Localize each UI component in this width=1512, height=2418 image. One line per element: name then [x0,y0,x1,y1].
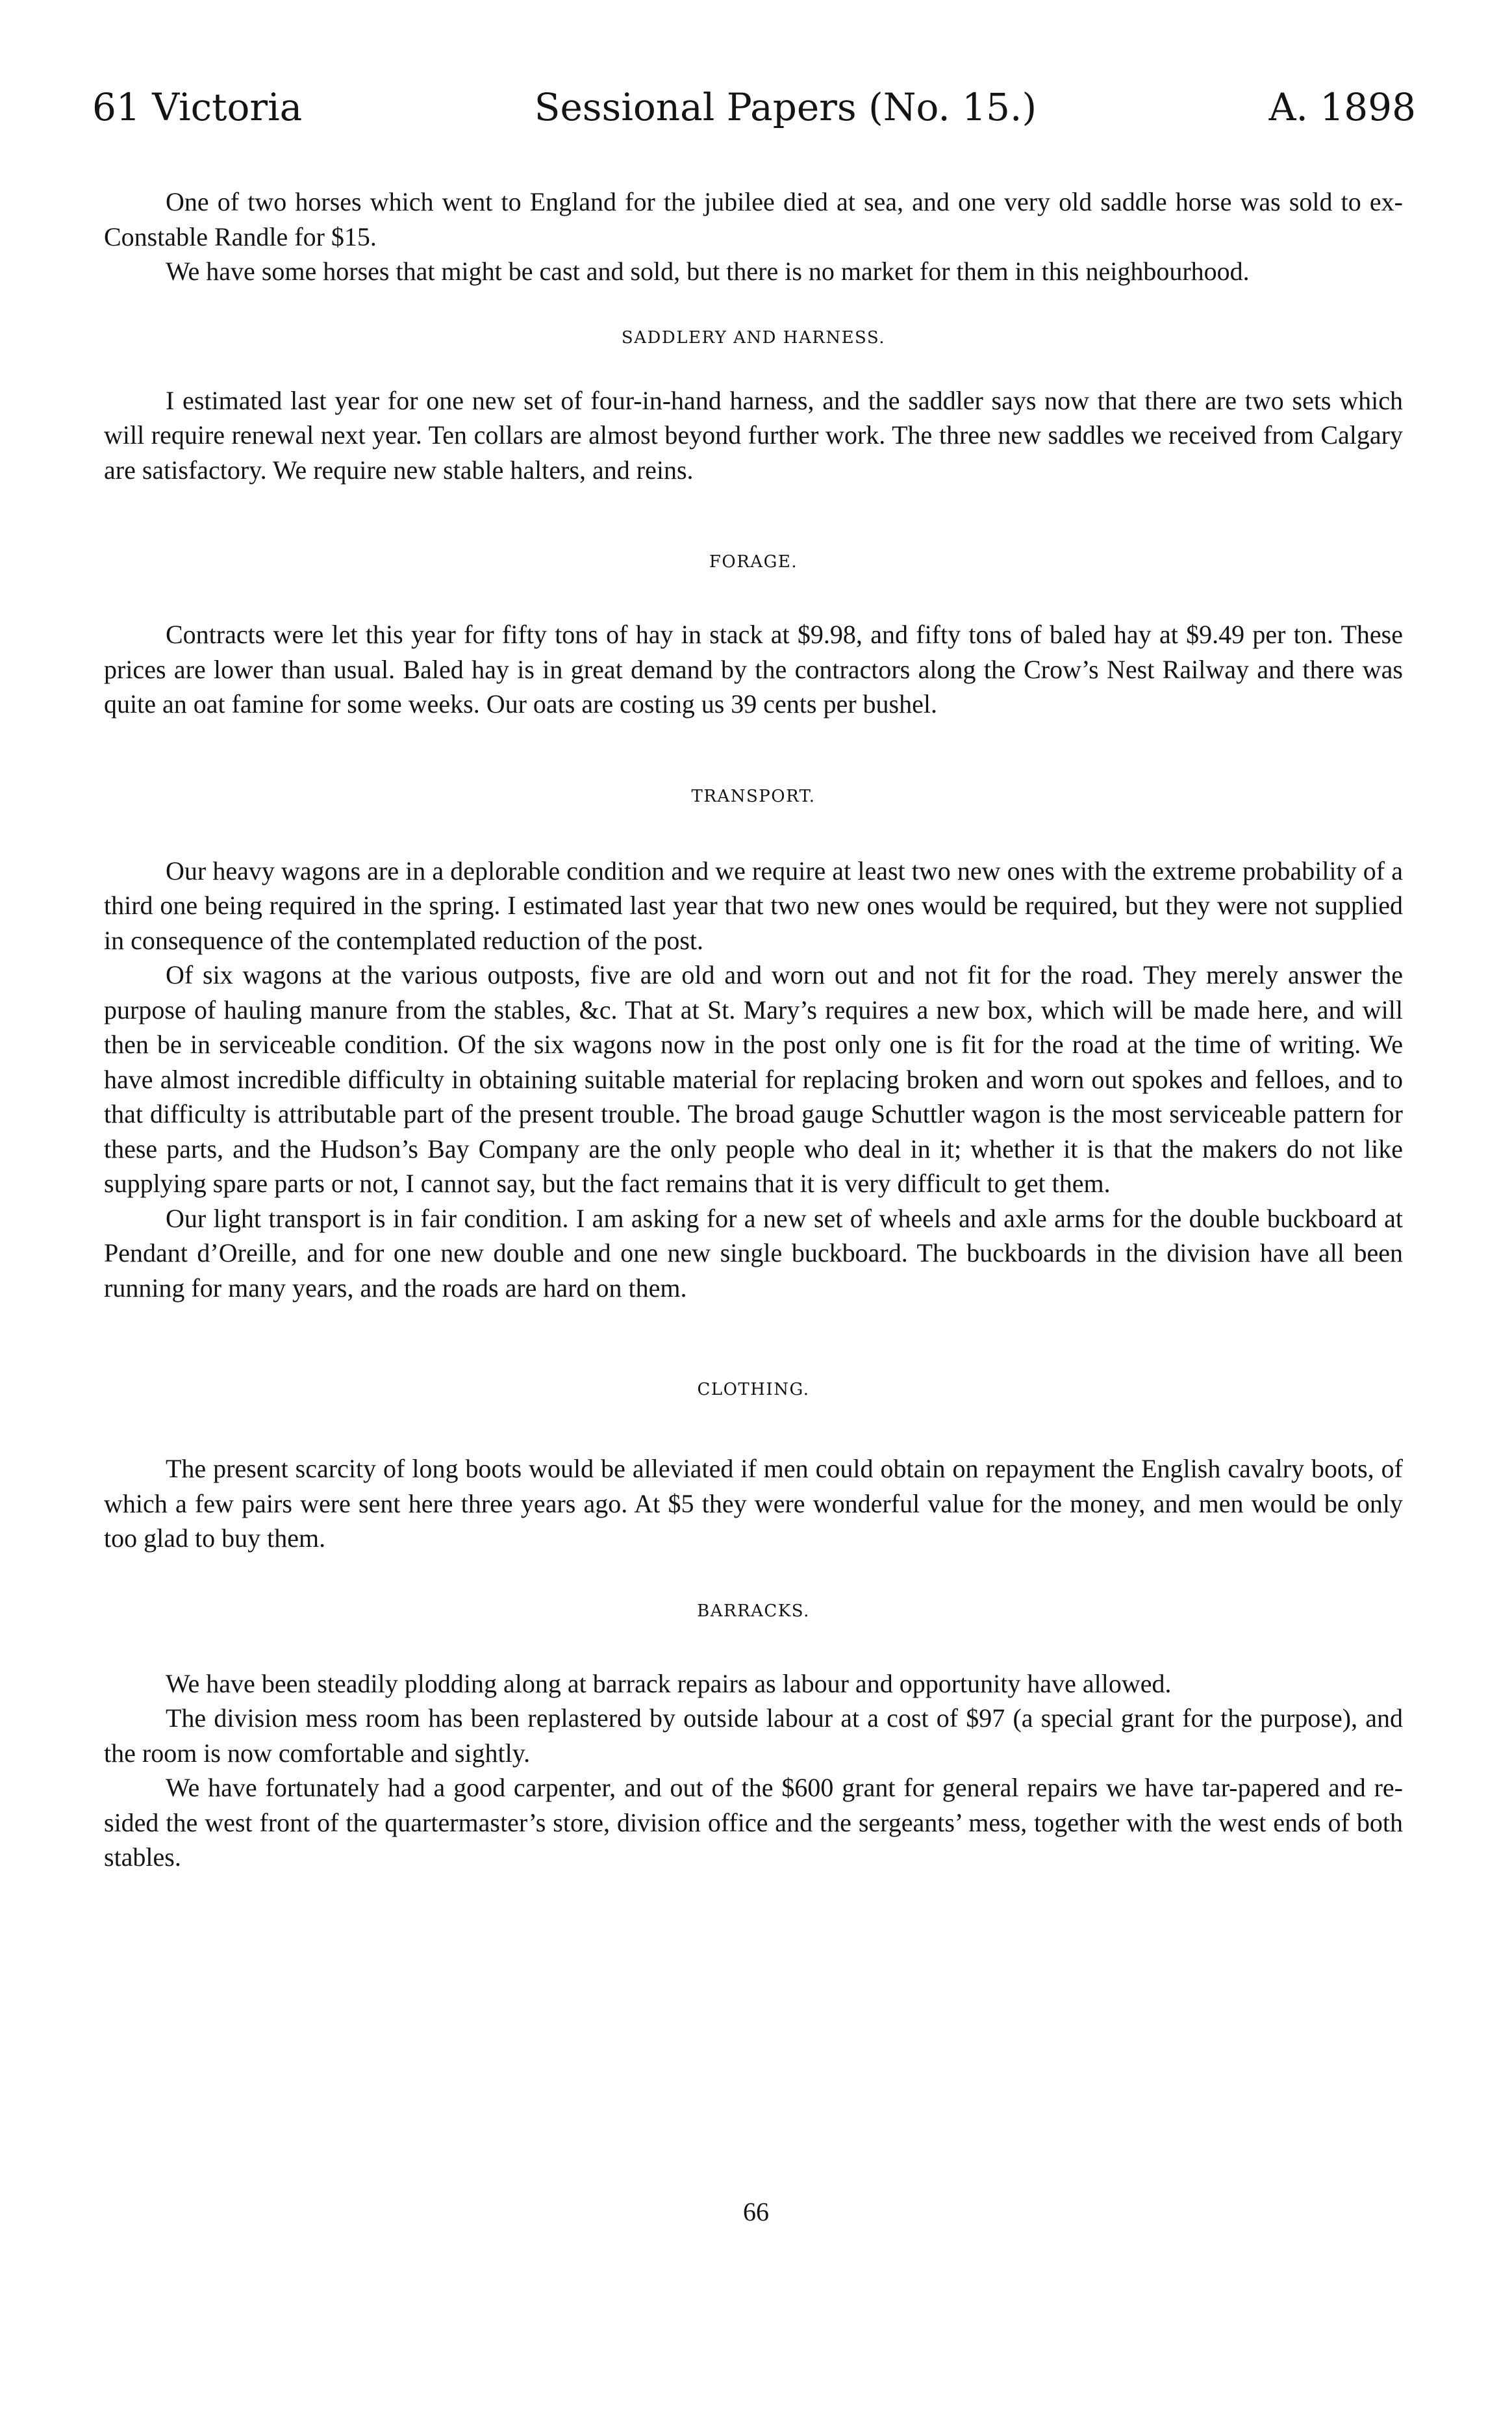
paragraph: Of six wagons at the various outposts, five are old and worn out and not fit for the road. They merely answer the purpose of hauling manure from the stables, &c. That at St. Mary’s requires a new box, which will be made here, and will then be in serviceable condition. Of the six wagons now in the post only one is fit for the road at the time of writing. We have almost incredible difficulty in obtaining suitable material for replacing broken and worn out spokes and felloes, and to that difficulty is attributable part of the present trouble. The broad gauge Schuttler wagon is the most serviceable pattern for these parts, and the Hudson’s Bay Company are the only people who deal in it; whether it is that the makers do not like supplying spare parts or not, I cannot say, but the fact remains that it is very difficult to get them. [104,960,1403,1198]
paragraph: I estimated last year for one new set of four-in-hand harness, and the saddler says now that there are two sets which will require renewal next year. Ten collars are almost beyond further work. The three new saddles we received from Calgary are satisfactory. We require new stable halters, and reins. [104,385,1403,485]
header-year: A. 1898 [1268,85,1416,129]
running-header [92,84,1416,130]
header-title: Sessional Papers (No. 15.) [534,85,1037,129]
page-number: 66 [743,2197,769,2226]
section-heading: CLOTHING. [697,1380,810,1399]
section-barracks [104,1598,1403,1875]
page-body [104,185,1403,1875]
document-page [92,84,1416,1875]
header-volume: 61 Victoria [92,85,303,129]
section-heading: TRANSPORT. [691,786,816,806]
section-transport [104,783,1403,1306]
paragraph: We have been steadily plodding along at barrack repairs as labour and opportunity have allowed. [166,1668,1172,1698]
paragraph: Our heavy wagons are in a deplorable condition and we require at least two new ones with the extreme probability of a third one being required in the spring. I estimated last year that two new ones would be required, but they were not supplied in consequence of the contemplated reduction of the post. [104,856,1403,955]
paragraph: Our light transport is in fair condition. I am asking for a new set of wheels and axle arms for the double buckboard at Pendant d’Oreille, and for one new double and one new single buckboard. The buckboards in the division have all been running for many years, and the roads are hard on them. [104,1203,1403,1303]
paragraph: We have some horses that might be cast and sold, but there is no market for them in this neighbourhood. [166,257,1250,286]
paragraph: Contracts were let this year for fifty tons of hay in stack at $9.98, and fifty tons of baled hay at $9.49 per ton. These prices are lower than usual. Baled hay is in great demand by the contractors along the Crow’s Nest Railway and there was quite an oat famine for some weeks. Our oats are costing us 39 cents per bushel. [104,620,1403,719]
paragraph: The present scarcity of long boots would be alleviated if men could obtain on repayment the English cavalry boots, of which a few pairs were sent here three years ago. At $5 they were wonderful value for the money, and men would be only too glad to buy them. [104,1454,1403,1553]
section-heading: FORAGE. [709,552,798,572]
section-heading: SADDLERY AND HARNESS. [621,327,886,348]
paragraph: The division mess room has been replastered by outside labour at a cost of $97 (a special grant for the purpose), and the room is now comfortable and sightly. [104,1703,1403,1768]
paragraph: One of two horses which went to England for the jubilee died at sea, and one very old saddle horse was sold to ex-Constable Randle for $15. [104,187,1403,251]
section-saddlery [104,325,1403,488]
intro-section [104,185,1403,289]
section-forage [104,549,1403,722]
section-heading: BARRACKS. [697,1601,810,1621]
paragraph: We have fortunately had a good carpenter, and out of the $600 grant for general repairs we have tar-papered and re-sided the west front of the quartermaster’s store, division office and the sergeants’ mess, together with the west ends of both stables. [104,1773,1403,1872]
section-clothing [104,1377,1403,1556]
